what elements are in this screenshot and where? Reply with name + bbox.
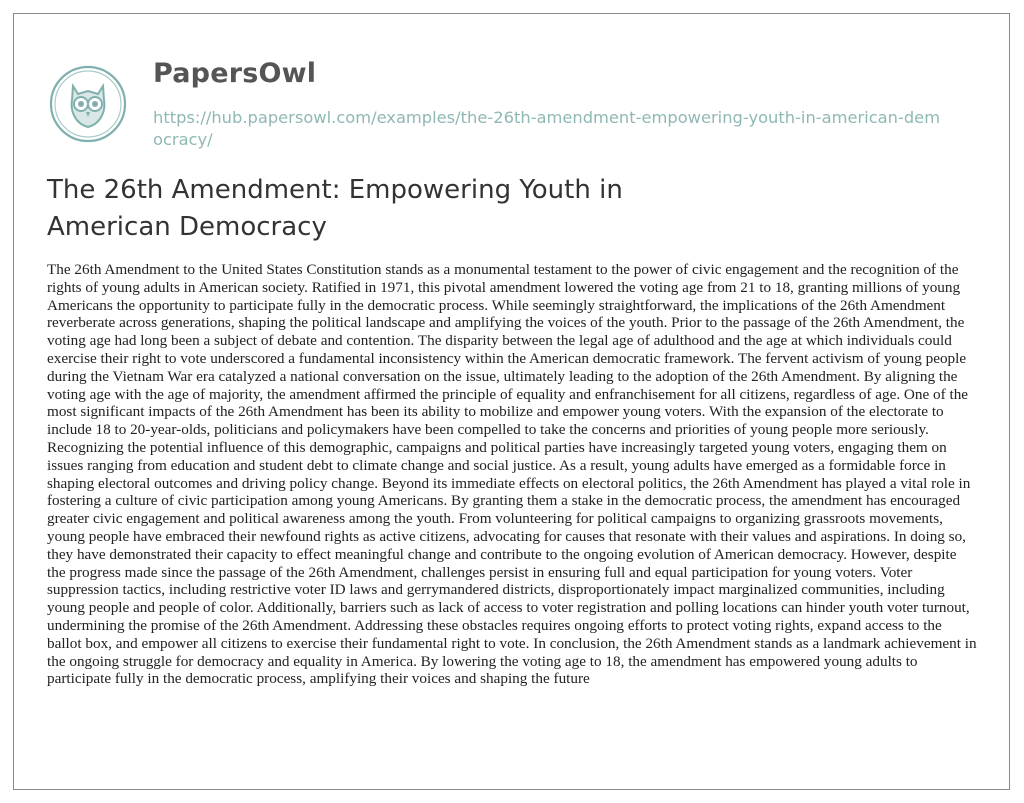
owl-icon [48, 64, 128, 144]
document-body: The 26th Amendment to the United States Constitution stands as a monumental testament to the power of civic engagement and the recognition of the rights of young adults in American society. Ratified in 1971, this pivotal amendment lowered the voting age from 21 to 18, granting millions of young Americans the opportunity to participate fully in the democratic process. While seemingly straightforward, the implications of the 26th Amendment reverberate across generations, shaping the political landscape and amplifying the voices of the youth. Prior to the passage of the 26th Amendment, the voting age had long been a subject of debate and contention. The disparity between the legal age of adulthood and the age at which individuals could exercise their right to vote underscored a fundamental inconsistency within the American democratic framework. The fervent activism of young people during the Vietnam War era catalyzed a national conversation on the issue, ultimately leading to the adoption of the 26th Amendment. By aligning the voting age with the age of majority, the amendment affirmed the principle of equality and enfranchisement for all citizens, regardless of age. One of the most significant impacts of the 26th Amendment has been its ability to mobilize and empower young voters. With the expansion of the electorate to include 18 to 20-year-olds, politicians and policymakers have been compelled to take the concerns and priorities of young people more seriously. Recognizing the potential influence of this demographic, campaigns and political parties have increasingly targeted young voters, engaging them on issues ranging from education and student debt to climate change and social justice. As a result, young adults have emerged as a formidable force in shaping electoral outcomes and driving policy change. Beyond its immediate effects on electoral politics, the 26th Amendment has played a vital role in fostering a culture of civic participation among young Americans. By granting them a stake in the democratic process, the amendment has encouraged greater civic engagement and political awareness among the youth. From volunteering for political campaigns to organizing grassroots movements, young people have embraced their newfound rights as active citizens, advocating for causes that resonate with their values and aspirations. In doing so, they have demonstrated their capacity to effect meaningful change and contribute to the ongoing evolution of American democracy. However, despite the progress made since the passage of the 26th Amendment, challenges persist in ensuring full and equal participation for young voters. Voter suppression tactics, including restrictive voter ID laws and gerrymandered districts, disproportionately impact marginalized communities, including young people and people of color. Additionally, barriers such as lack of access to voter registration and polling locations can hinder youth voter turnout, undermining the promise of the 26th Amendment. Addressing these obstacles requires ongoing efforts to protect voting rights, expand access to the ballot box, and empower all citizens to exercise their fundamental right to vote. In conclusion, the 26th Amendment stands as a landmark achievement in the ongoing struggle for democracy and equality in America. By lowering the voting age to 18, the amendment has empowered young adults to participate fully in the democratic process, amplifying their voices and shaping the future [47, 261, 977, 688]
source-url-link[interactable]: https://hub.papersowl.com/examples/the-26th-amendment-empowering-youth-in-american-democracy/ [153, 108, 941, 149]
brand-name: PapersOwl [153, 58, 317, 89]
document-title: The 26th Amendment: Empowering Youth in American Democracy [47, 175, 623, 242]
